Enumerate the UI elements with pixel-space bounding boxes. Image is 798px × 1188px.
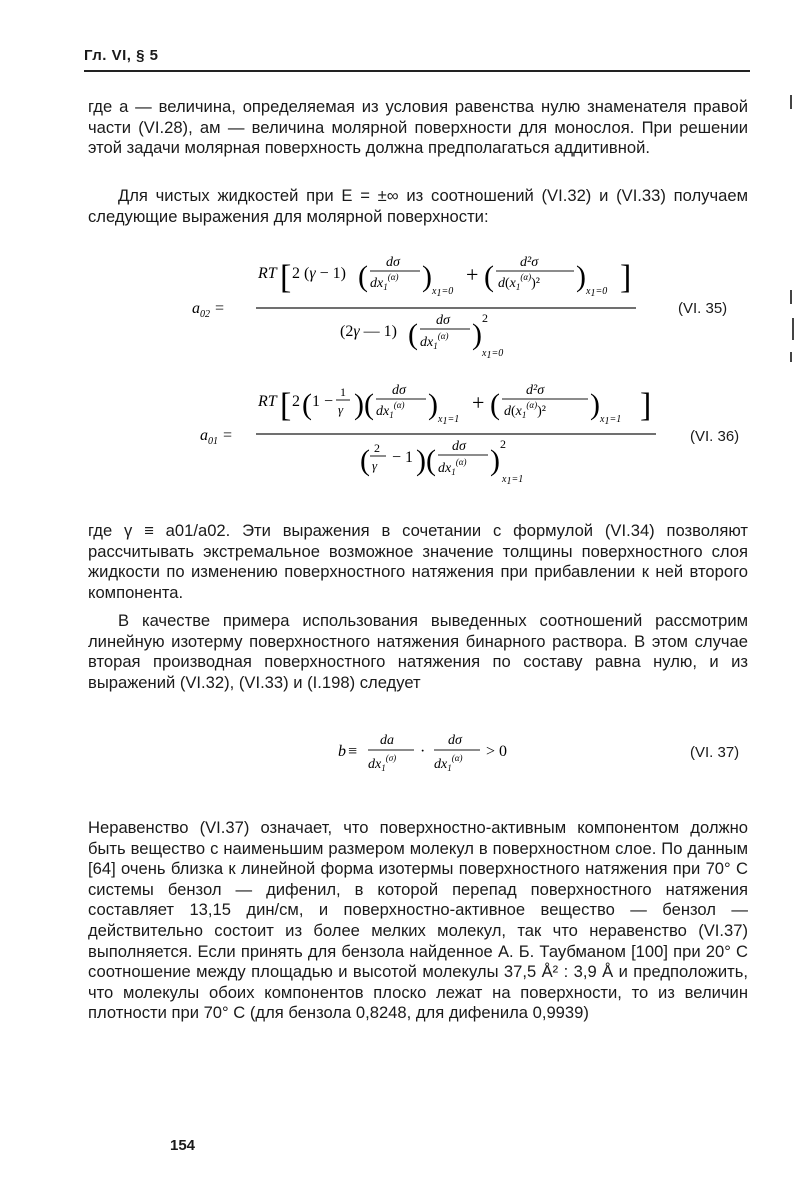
svg-text:2: 2 [482, 311, 488, 325]
margin-mark-2 [790, 290, 792, 304]
svg-text:·: · [420, 743, 426, 760]
svg-text:[: [ [280, 259, 292, 296]
svg-text:+: + [466, 262, 479, 287]
svg-text:(: ( [408, 318, 418, 351]
svg-text:+: + [472, 390, 485, 415]
svg-text:): ) [576, 260, 586, 293]
svg-text:1: 1 [340, 385, 346, 399]
equation-vi-36 [200, 378, 660, 490]
svg-text:dσ: dσ [452, 439, 466, 454]
svg-text:(: ( [302, 388, 312, 421]
svg-text:): ) [416, 444, 426, 477]
svg-text:): ) [422, 260, 432, 293]
svg-text:]: ] [620, 259, 632, 296]
svg-text:x1=1: x1=1 [502, 474, 524, 487]
svg-text:dx1(α): $dx_1^{(\alpha)}$ [420, 331, 449, 351]
svg-text:dx1(α): $dx_1^{(\alpha)}$ [438, 457, 467, 477]
svg-text:): ) [428, 388, 438, 421]
running-head: Гл. VI, § 5 [84, 47, 159, 64]
svg-text:− 1: − 1 [392, 449, 414, 466]
svg-text:dσ: dσ [386, 255, 400, 270]
equation-number-35: (VI. 35) [678, 300, 728, 317]
svg-text:): ) [472, 318, 482, 351]
svg-text:γ: γ [338, 402, 344, 417]
svg-text:d²σ: d²σ [526, 383, 545, 398]
svg-text:x1=0: x1=0 [482, 348, 504, 361]
svg-text:≡: ≡ [348, 743, 358, 760]
svg-text:2: 2 [292, 393, 300, 410]
equation-vi-37 [338, 730, 538, 786]
svg-text:γ: γ [372, 458, 378, 473]
svg-text:(: ( [364, 388, 374, 421]
svg-text:x1=1: x1=1 [600, 414, 622, 427]
paragraph-5: Неравенство (VI.37) означает, что поверхностно-активным компонентом должно быть веществo с наименьшим размером молекул в поверхностном слое. По данным [64] очень близка к линейной форма изотермы поверхностного натяжения при 70° C системы бензол — дифенил, в которой перепад поверхностного натяжения составляет 13,15 дин/см, и поверхностно-активное вещество — бензол — действительно состоит из более мелких молекул, так что неравенство (VI.37) выполняется. Если принять для бензола найденное А. Б. Таубманом [100] при 20° C соотношение между площадью и высотой молекулы 37,5 Å² : 3,9 Å и предположить, что молекулы обоих компонентов плоско лежат на поверхности, то из величин плотности при 70° C (для бензола 0,8248, для дифенила 0,9939) [88, 818, 748, 1023]
paragraph-1: где a — величина, определяемая из условия равенства нулю знаменателя правой части (VI.28), aм — величина молярной поверхности для монослоя. При решении этой задачи молярная поверхность должна предполагаться аддитивной. [88, 97, 748, 158]
svg-text:d(x1(α))²: $d(x_1^{(\alpha)})^2$ [498, 272, 540, 292]
svg-text:da: da [380, 733, 394, 748]
paragraph-3: где γ ≡ a01/a02. Эти выражения в сочетании с формулой (VI.34) позволяют рассчитывать экстремальное возможное значение толщины поверхностного слоя жидкости по изменению поверхностного натяжения при прибавлении к ней второго компонента. [88, 521, 748, 602]
equation-number-37: (VI. 37) [690, 744, 740, 761]
svg-text:x1=0: x1=0 [432, 286, 454, 299]
svg-text:dx1(α): $dx_1^{(\alpha)}$ [370, 272, 399, 292]
svg-text:x1=1: x1=1 [438, 414, 460, 427]
paragraph-2: Для чистых жидкостей при E = ±∞ из соотношений (VI.32) и (VI.33) получаем следующие выражения для молярной поверхности: [88, 186, 748, 226]
svg-text:dx1(σ): $dx_1^{(\sigma)}$ [368, 753, 397, 773]
svg-text:]: ] [640, 387, 652, 424]
header-rule [84, 70, 750, 72]
paragraph-4: В качестве примера использования выведенных соотношений рассмотрим линейную изотерму поверхностного натяжения бинарного раствора. В этом случае вторая производная поверхностного натяжения по составу равна нулю, и из выражений (VI.32), (VI.33) и (I.198) следует [88, 611, 748, 692]
svg-text:): ) [590, 388, 600, 421]
svg-text:(: ( [426, 444, 436, 477]
eq36-lhs: $a_{01}$ = [200, 427, 233, 447]
svg-text:[: [ [280, 387, 292, 424]
svg-text:1 −: 1 − [312, 393, 334, 410]
svg-text:RT: RT [258, 265, 277, 282]
page-number: 154 [170, 1137, 196, 1154]
svg-text:dx1(α): $dx_1^{(\alpha)}$ [434, 753, 463, 773]
svg-text:x1=0: x1=0 [586, 286, 608, 299]
svg-text:2 (γ − 1): 2 (γ − 1) [292, 265, 346, 282]
svg-text:2: 2 [500, 437, 506, 451]
equation-number-36: (VI. 36) [690, 428, 740, 445]
svg-text:dσ: dσ [392, 383, 406, 398]
svg-text:dσ: dσ [448, 733, 462, 748]
svg-text:b: b [338, 743, 346, 760]
margin-mark-4 [790, 352, 792, 362]
svg-text:): ) [490, 444, 500, 477]
svg-text:(: ( [490, 388, 500, 421]
svg-text:> 0: > 0 [486, 743, 508, 760]
eq35-lhs: $a_{02}$ = [192, 300, 225, 320]
svg-text:RT: RT [258, 393, 277, 410]
svg-text:2: 2 [374, 441, 380, 455]
svg-text:(: ( [484, 260, 494, 293]
svg-text:(2γ — 1): (2γ — 1) [340, 323, 397, 340]
svg-text:(: ( [358, 260, 368, 293]
svg-text:d(x1(α))²: $d(x_1^{(\alpha)})^2$ [504, 400, 546, 420]
margin-mark-1 [790, 95, 792, 109]
svg-text:d²σ: d²σ [520, 255, 539, 270]
svg-text:(: ( [360, 444, 370, 477]
equation-vi-35 [190, 250, 640, 365]
svg-text:dσ: dσ [436, 313, 450, 328]
svg-text:dx1(α): $dx_1^{(\alpha)}$ [376, 400, 405, 420]
svg-text:): ) [354, 388, 364, 421]
margin-mark-3 [792, 318, 794, 340]
